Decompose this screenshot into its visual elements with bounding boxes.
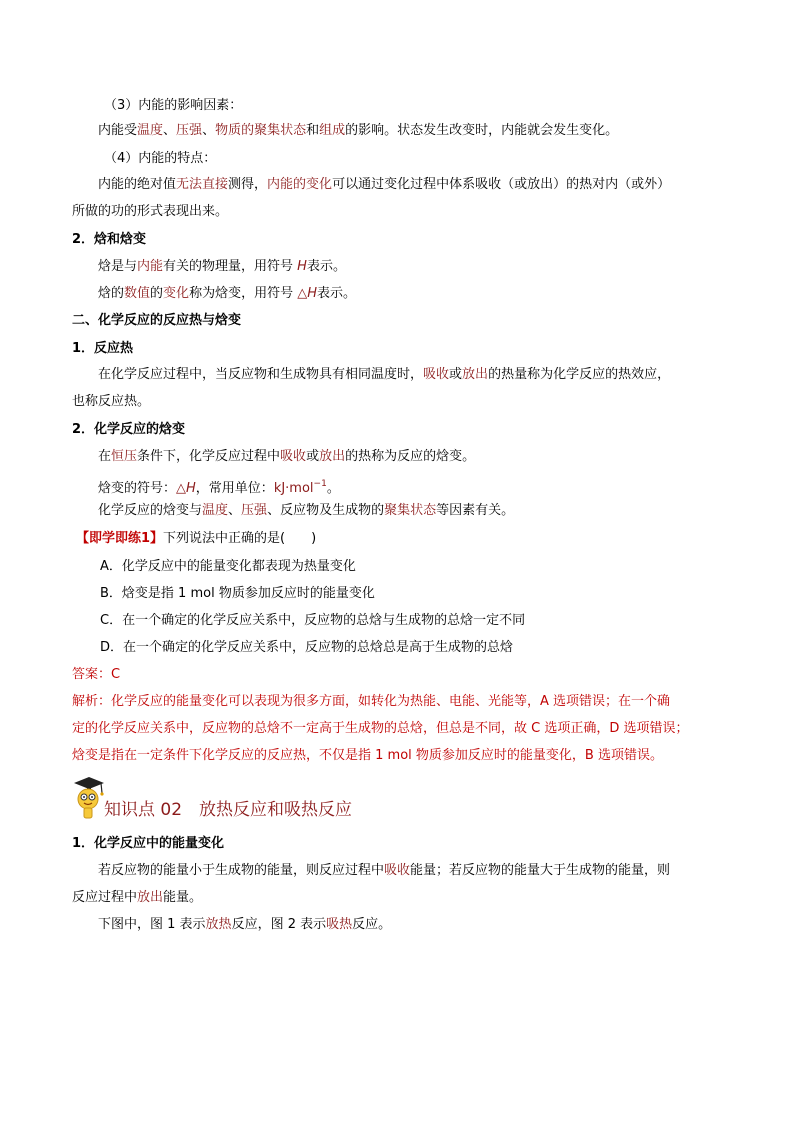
text: 。 [326,481,340,496]
text: 在化学反应过程中，当反应物和生成物具有相同温度时， [98,367,424,382]
text: 称为焓变，用符号 [189,286,298,301]
keyword: 恒压 [111,449,138,464]
symbol: △H [297,286,317,301]
text: 反应。 [352,917,392,932]
text: 可以通过变化过程中体系吸收（或放出）的热对内（或外） [332,177,671,192]
heading-reaction-heat: 1．反应热 [72,341,134,356]
heading-reaction-enthalpy: 2．化学反应的焓变 [72,422,186,437]
text: 焓变的符号： [98,481,177,496]
para-energy-change-cont [72,889,202,907]
text: 化学反应的焓变与 [98,503,203,518]
para-figure-intro [98,916,391,934]
analysis-line-1: 解析：化学反应的能量变化可以表现为很多方面，如转化为热能、电能、光能等，A 选项错误；在一个确 [72,694,671,709]
para-reaction-heat-cont: 也称反应热。 [72,394,151,409]
para-3 [98,122,618,140]
text: 表示。 [306,259,346,274]
keyword: 物质的聚集状态 [215,123,307,138]
keyword: 放出 [462,367,489,382]
subheading-3: （3）内能的影响因素： [104,98,243,113]
text: 等因素有关。 [436,503,515,518]
text: 焓是与 [98,259,138,274]
text: 表示。 [316,286,356,301]
option-b: B．焓变是指 1 mol 物质参加反应时的能量变化 [100,586,375,601]
text: 下图中，图 1 表示 [98,917,206,932]
keyword: 压强 [176,123,203,138]
section-heading-2: 二、化学反应的反应热与焓变 [72,313,242,328]
keyword: 温度 [202,503,229,518]
para-enthalpy-factors [98,502,514,520]
keyword: 放出 [319,449,346,464]
keyword: 内能的变化 [267,177,333,192]
keyword: 数值 [124,286,151,301]
question-text: 下列说法中正确的是( ) [163,531,317,546]
text: 能量。 [163,890,203,905]
keyword: 组成 [319,123,346,138]
text: 、 [163,123,177,138]
text: 焓的 [98,286,125,301]
symbol: △H [176,481,196,496]
analysis-line-2: 定的化学反应关系中，反应物的总焓不一定高于生成物的总焓，但总是不同，故 C 选项正确，D 选项错误； [72,721,689,736]
keyword: 变化 [163,286,190,301]
unit-exponent: −1 [313,479,327,489]
para-4-cont: 所做的功的形式表现出来。 [72,204,229,219]
para-enthalpy-def [98,448,475,466]
keyword: 吸热 [326,917,353,932]
text: 反应，图 2 表示 [231,917,327,932]
keyword: 吸收 [280,449,307,464]
text: 若反应物的能量小于生成物的能量，则反应过程中 [98,863,385,878]
keyword: 放出 [137,890,164,905]
keyword: 聚集状态 [384,503,437,518]
keyword: 放热 [205,917,232,932]
subheading-4: （4）内能的特点： [104,151,217,166]
text: ，常用单位： [195,481,274,496]
text: 的影响。状态发生改变时，内能就会发生变化。 [345,123,619,138]
text: 的热称为反应的焓变。 [345,449,476,464]
practice-tag: 【即学即练1】 [76,531,164,546]
keyword: 吸收 [384,863,411,878]
analysis-line-3: 焓变是指在一定条件下化学反应的反应热，不仅是指 1 mol 物质参加反应时的能量变化，B 选项错误。 [72,748,663,763]
knowledge-point-title: 知识点 02 放热反应和吸热反应 [104,800,353,820]
heading-enthalpy: 2．焓和焓变 [72,232,147,247]
option-c: C．在一个确定的化学反应关系中，反应物的总焓与生成物的总焓一定不同 [100,613,526,628]
para-enthalpy-symbol [98,475,340,498]
keyword: 压强 [241,503,268,518]
text: 、 [202,123,216,138]
text: 或 [306,449,320,464]
text: 条件下，化学反应过程中 [137,449,281,464]
para-enthalpy-2 [98,285,356,303]
text: 有关的物理量，用符号 [163,259,298,274]
option-a: A．化学反应中的能量变化都表现为热量变化 [100,559,356,574]
text: 内能受 [98,123,138,138]
text: 测得， [228,177,268,192]
answer: 答案：C [72,667,121,682]
text: 的 [150,286,164,301]
graduate-mascot-icon [70,775,106,821]
para-energy-change [98,862,670,880]
keyword: 温度 [137,123,164,138]
keyword: 内能 [137,259,164,274]
text: 内能的绝对值 [98,177,177,192]
keyword: 吸收 [423,367,450,382]
text: 在 [98,449,112,464]
para-reaction-heat [98,366,670,384]
keyword: 无法直接 [176,177,229,192]
option-d: D．在一个确定的化学反应关系中，反应物的总焓总是高于生成物的总焓 [100,640,514,655]
practice-question [76,530,316,548]
text: 、反应物及生成物的 [267,503,385,518]
text: 反应过程中 [72,890,138,905]
para-enthalpy-1 [98,258,346,276]
unit: kJ·mol [273,481,314,496]
para-4 [98,176,670,194]
text: 的热量称为化学反应的热效应， [488,367,671,382]
text: 、 [228,503,242,518]
text: 能量；若反应物的能量大于生成物的能量，则 [410,863,671,878]
text: 或 [449,367,463,382]
heading-energy-change: 1．化学反应中的能量变化 [72,836,225,851]
text: 和 [306,123,320,138]
symbol: H [297,259,307,274]
